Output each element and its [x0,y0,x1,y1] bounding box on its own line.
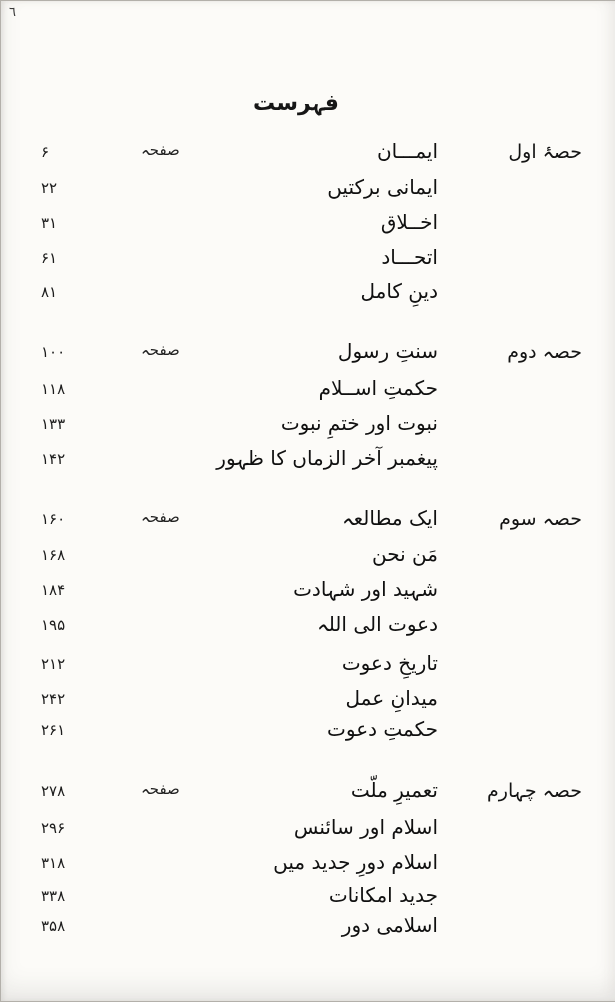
page-number: ۱۱۸ [41,380,66,398]
toc-row [1,686,615,720]
toc-row [1,245,615,279]
chapter-title: نبوت اور ختمِ نبوت [280,411,438,435]
chapter-title: تاریخِ دعوت [341,651,438,675]
chapter-title: اسلام اور سائنس [293,815,438,839]
toc-row [1,411,615,445]
page-number: ۶ [41,143,50,161]
toc-row [1,612,615,646]
chapter-title: پیغمبر آخر الزماں کا ظہور [216,446,438,470]
chapter-title: دعوت الی اللہ [316,612,438,636]
page-number: ۶۱ [41,249,58,267]
page-number: ۲۲ [41,179,58,197]
toc-row [1,376,615,410]
toc-row [1,339,615,373]
toc-row [1,815,615,849]
page-number: ۱۶۰ [41,510,66,528]
page-number: ۱۰۰ [41,343,66,361]
page-number: ۸۱ [41,283,58,301]
section-header: حصہ سوم [499,508,582,530]
page-number: ۲۴۲ [41,690,66,708]
toc-row [1,446,615,480]
page-number: ۲۱۲ [41,655,66,673]
toc-row [1,279,615,313]
chapter-title: سنتِ رسول [337,339,438,363]
toc-row [1,210,615,244]
page-number: ۱۹۵ [41,616,66,634]
page-number: ۳۵۸ [41,917,66,935]
page-number: ۱۳۳ [41,415,66,433]
chapter-title: شہید اور شہادت [293,577,438,601]
chapter-title: ایک مطالعہ [341,506,438,530]
page-column-label: صفحہ [141,780,180,798]
chapter-title: ایمانی برکتیں [327,175,438,199]
toc-row [1,883,615,917]
page-number: ۲۷۸ [41,782,66,800]
section-header: حصۂ اول [508,141,582,163]
toc-row [1,175,615,209]
page-number: ۱۶۸ [41,546,66,564]
page-number: ۳۱۸ [41,854,66,872]
toc-row [1,850,615,884]
page-column-label: صفحہ [141,341,180,359]
chapter-title: جدید امکانات [328,883,438,907]
chapter-title: اخــلاق [380,210,438,234]
chapter-title: میدانِ عمل [345,686,438,710]
section-header: حصہ دوم [507,341,582,363]
chapter-title: مَن نحن [372,542,438,566]
chapter-title: حکمتِ اســلام [318,376,438,400]
toc-row [1,506,615,540]
section-header: حصہ چہارم [487,780,582,802]
page-number: ۲۶۱ [41,721,66,739]
chapter-title: ایمـــان [376,139,438,163]
corner-mark: ٦ [9,5,16,20]
page-column-label: صفحہ [141,508,180,526]
page-number: ۱۴۲ [41,450,66,468]
chapter-title: اسلام دورِ جدید میں [273,850,438,874]
chapter-title: حکمتِ دعوت [327,717,438,741]
chapter-title: تعمیرِ ملّت [350,778,438,802]
page-column-label: صفحہ [141,141,180,159]
toc-row [1,651,615,685]
toc-row [1,913,615,947]
chapter-title: اسلامی دور [341,913,438,937]
chapter-title: اتحـــاد [381,245,438,269]
toc-row [1,139,615,173]
page-number: ۲۹۶ [41,819,66,837]
page-title: فہرست [253,91,339,116]
toc-row [1,577,615,611]
chapter-title: دینِ کامل [360,279,438,303]
toc-row [1,542,615,576]
page-number: ۳۱ [41,214,58,232]
toc-row [1,778,615,812]
page-number: ۳۳۸ [41,887,66,905]
toc-row [1,717,615,751]
page-number: ۱۸۴ [41,581,66,599]
